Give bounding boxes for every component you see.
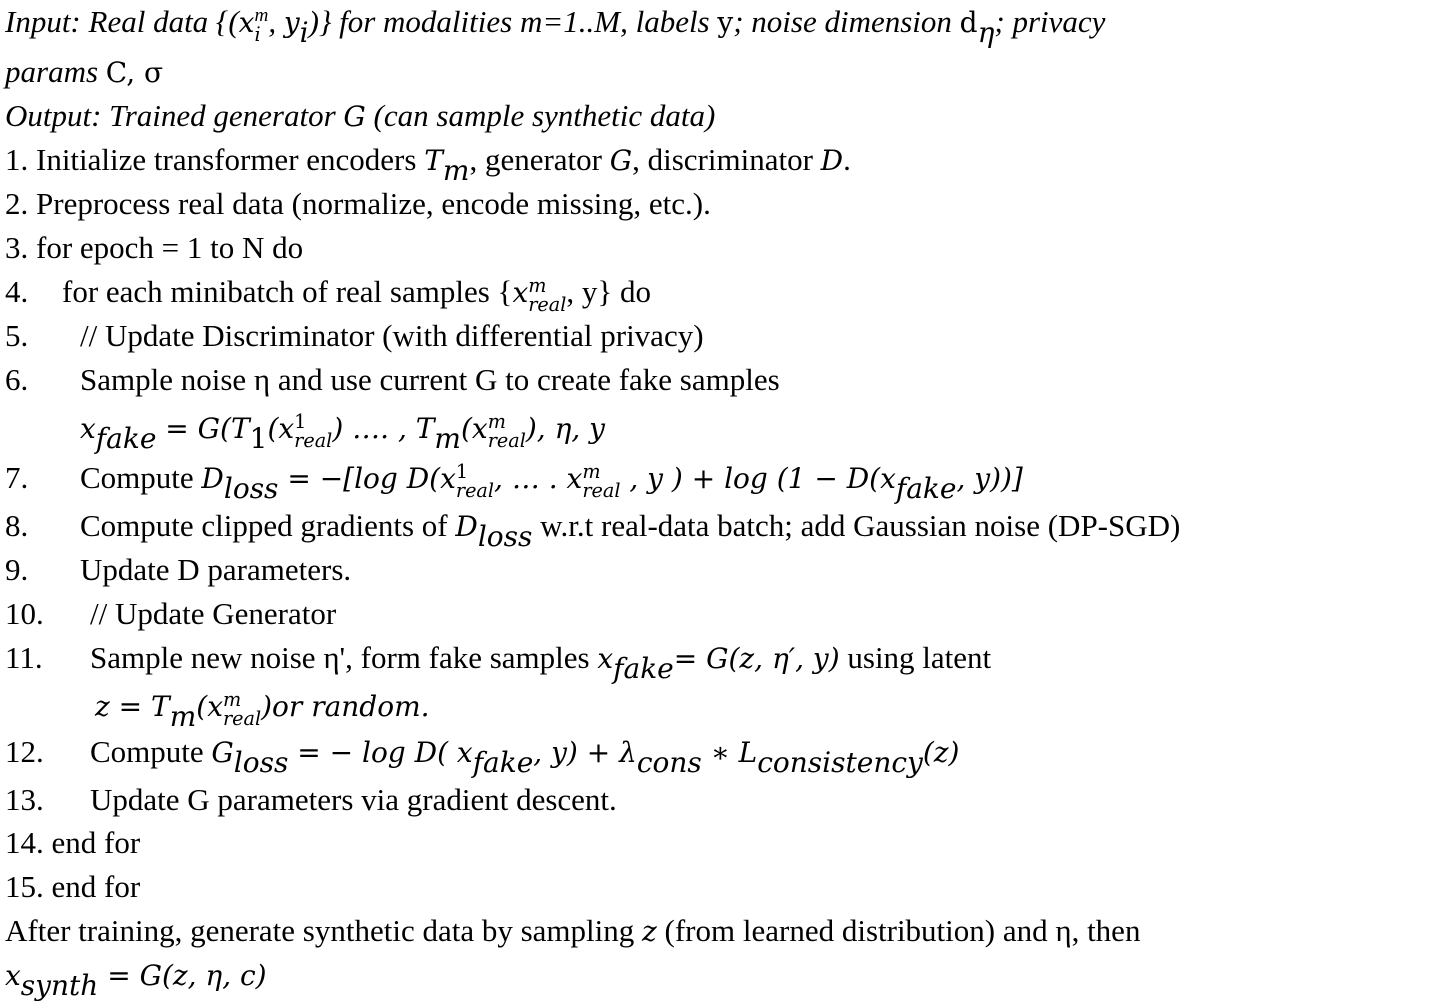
step-number: 15. xyxy=(5,869,44,904)
after-text: After training, generate synthetic data by sampling xyxy=(5,913,643,948)
formula-part: , … . x xyxy=(494,462,583,495)
input-label: Input: Real data {( xyxy=(5,4,239,39)
step-text: Sample new noise η', form fake samples xyxy=(90,640,598,675)
privacy-text: ; privacy xyxy=(994,4,1106,39)
formula-part: ), η, y xyxy=(525,412,605,445)
formula-part: , y) + λ xyxy=(533,736,637,769)
formula-part: )or random. xyxy=(261,690,430,723)
step-14 xyxy=(5,823,140,863)
loss-sub: loss xyxy=(223,471,279,505)
real-sub: real xyxy=(582,478,621,502)
step-text: Update G parameters via gradient descent. xyxy=(90,782,617,817)
step-number: 11. xyxy=(5,640,43,675)
formula-sub: 1 xyxy=(249,421,268,455)
step-number: 4. xyxy=(5,274,29,309)
step-2 xyxy=(5,184,711,224)
step-number: 9. xyxy=(5,552,29,587)
step-3 xyxy=(5,228,303,268)
real-sub: real xyxy=(455,478,495,502)
consistency-sub: consistency xyxy=(757,745,923,779)
step-text: Sample noise η and use current G to create fake samples xyxy=(80,362,780,397)
step-number: 3. xyxy=(5,230,29,265)
latent-symbol: z xyxy=(642,915,657,948)
step-number: 2. xyxy=(5,186,29,221)
step-text: , generator xyxy=(469,142,610,177)
formula-part: (z) xyxy=(922,736,960,769)
formula-sup: m xyxy=(582,459,601,483)
params-line xyxy=(5,52,163,93)
step-10 xyxy=(5,594,336,634)
output-symbol: G xyxy=(343,100,366,133)
step-9 xyxy=(5,550,351,590)
step-text: Initialize transformer encoders xyxy=(36,142,425,177)
cons-sub: cons xyxy=(636,745,702,779)
step-number: 13. xyxy=(5,782,44,817)
step-text: end for xyxy=(51,869,141,904)
step-1: 1. Initialize transformer encoders $T_m$, generator G, discriminator D. xyxy=(5,142,851,187)
step-text: // Update Discriminator (with differential privacy) xyxy=(80,318,704,353)
synth-formula: $x_{synth} = G(z$, η, c) xyxy=(5,959,267,1002)
real-sub: real xyxy=(222,706,262,730)
step-15 xyxy=(5,867,140,907)
formula-part: , y))] xyxy=(956,462,1023,495)
step-12: 12. Compute $G_{loss}$ = − log D( $x_{fake}$, $y) + \lambda_{cons}$ ∗ $L_{consistency}(z)$ xyxy=(5,734,960,779)
formula-sub: m xyxy=(434,421,461,455)
formula-part: z = T xyxy=(95,690,170,723)
noise-text: ; noise dimension xyxy=(733,4,960,39)
step-text: w.r.t real-data batch; add Gaussian noise (DP-SGD) xyxy=(532,508,1181,543)
input-x-sub: i xyxy=(254,22,261,46)
step-number: 8. xyxy=(5,508,29,543)
step-number: 12. xyxy=(5,734,44,769)
step-text: for each minibatch of real samples { xyxy=(62,274,513,309)
real-sub: real xyxy=(294,428,333,452)
encoder-sub: m xyxy=(442,153,470,187)
step-number: 14. xyxy=(5,825,44,860)
formula-part: = − log D( x xyxy=(288,736,473,769)
step-8: 8. Compute clipped gradients of $D_{loss}$ w.r.t real-data batch; add Gaussian noise (DP-SGD) xyxy=(5,508,1181,553)
fake-sub: fake xyxy=(95,421,157,455)
step-text: , discriminator xyxy=(632,142,821,177)
step-number: 6. xyxy=(5,362,29,397)
step-11: 11. Sample new noise η', form fake samples $x_{fake}= G(z$, η′, y) using latent xyxy=(5,640,992,685)
fake-sub: fake xyxy=(472,745,534,779)
output-rest: (can sample synthetic data) xyxy=(365,98,716,133)
params-label: params xyxy=(5,54,106,89)
formula-sub: m xyxy=(169,699,197,733)
step-text: // Update Generator xyxy=(90,596,337,631)
formula-part: , y ) + log (1 − D(x xyxy=(620,462,896,495)
step-6-formula: $x_{fake} = G(T_1(x$ 1 real ) …. , $T_m(x$ m real ), η, y xyxy=(80,409,605,455)
real-sub: real xyxy=(528,292,567,316)
step-11-formula: $z = T_m(x$ m real )or random. xyxy=(95,687,430,733)
step-text: using latent xyxy=(839,640,992,675)
step-5 xyxy=(5,316,704,356)
input-mid-text: for modalities m=1..M, labels xyxy=(339,4,718,39)
formula-part: ) …. , T xyxy=(332,412,435,445)
step-7: 7. Compute $D_{loss} = -[\log$ D(x 1 real , … . x m real , y ) + $\log (1 - D(x_{fake}$, y))] xyxy=(5,459,1023,505)
input-x-sup: m xyxy=(254,4,269,26)
formula-part: = G(z, η, c) xyxy=(98,959,267,992)
step-4: 4. for each minibatch of real samples {x m real , y} do xyxy=(5,273,652,316)
step-text: , y} do xyxy=(566,274,652,309)
step-number: 5. xyxy=(5,318,29,353)
step-number: 10. xyxy=(5,596,44,631)
step-text: Preprocess real data (normalize, encode missing, etc.). xyxy=(36,186,711,221)
step-text: Compute clipped gradients of xyxy=(80,508,456,543)
synth-sub: synth xyxy=(20,968,99,1002)
formula-sup: 1 xyxy=(455,459,469,483)
params-symbol: C, σ xyxy=(105,56,164,89)
loss-sub: loss xyxy=(477,519,533,553)
labels-symbol: y xyxy=(717,6,734,39)
output-label: Output: Trained generator xyxy=(5,98,344,133)
after-training-line xyxy=(5,911,1140,952)
step-6 xyxy=(5,360,780,400)
fake-sub: fake xyxy=(613,651,674,685)
step-text: Compute xyxy=(90,734,212,769)
fake-sub: fake xyxy=(895,471,957,505)
formula-sup: m xyxy=(222,687,242,711)
input-line: Input: Real data {(x m i , $y_i$)} for modalities m=1..M, labels y; noise dimension $d_\eta$; privacy xyxy=(5,4,1106,49)
step-text: Update D parameters. xyxy=(80,552,352,587)
step-text: end for xyxy=(51,825,141,860)
noise-dim-sub: η xyxy=(977,15,995,49)
formula-sup: m xyxy=(487,409,506,433)
real-sub: real xyxy=(487,428,526,452)
formula-part: ∗ L xyxy=(701,736,758,769)
step-13 xyxy=(5,780,617,820)
formula-part: = −[log D(x xyxy=(278,462,456,495)
after-text: (from learned distribution) and η, then xyxy=(656,913,1141,948)
output-line xyxy=(5,96,715,137)
step-number: 7. xyxy=(5,460,29,495)
step-text: for epoch = 1 to N do xyxy=(36,230,304,265)
loss-sub: loss xyxy=(233,745,289,779)
modality-sup: m xyxy=(528,273,547,297)
input-y-sub: i xyxy=(299,15,309,49)
formula-sup: 1 xyxy=(294,409,307,433)
formula-part: = G(T xyxy=(156,412,250,445)
step-number: 1. xyxy=(5,142,29,177)
step-text: Compute xyxy=(80,460,202,495)
formula-part: = G(z, η′, y) xyxy=(673,642,840,675)
